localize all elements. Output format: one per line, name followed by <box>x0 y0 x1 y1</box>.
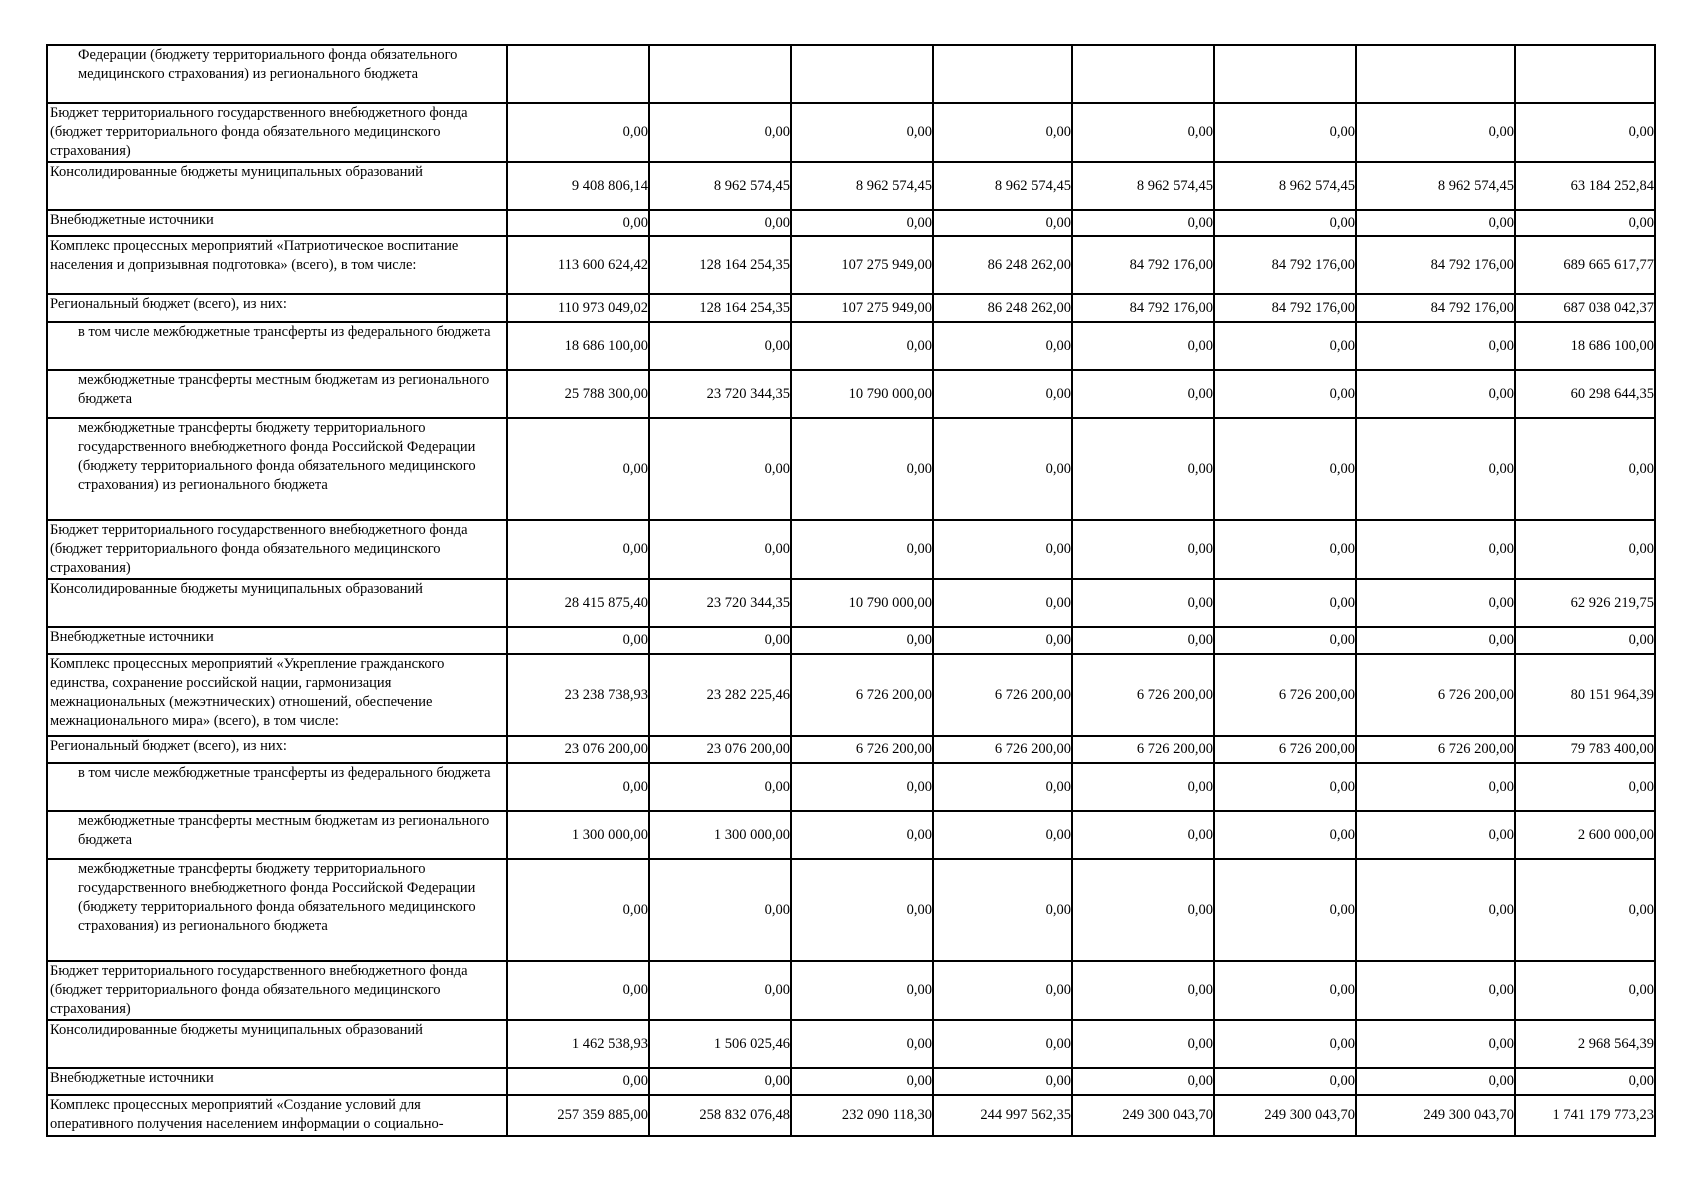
row-label: межбюджетные трансферты местным бюджетам из регионального бюджета <box>47 370 507 418</box>
value-cell: 0,00 <box>1515 1068 1655 1095</box>
value-cell: 249 300 043,70 <box>1072 1095 1214 1136</box>
value-cell: 0,00 <box>1356 1020 1515 1068</box>
value-cell: 0,00 <box>1515 763 1655 811</box>
table-row <box>47 859 1655 961</box>
value-cell: 8 962 574,45 <box>1214 162 1356 210</box>
value-cell: 0,00 <box>1515 210 1655 236</box>
value-cell: 62 926 219,75 <box>1515 579 1655 627</box>
value-cell: 0,00 <box>1072 322 1214 370</box>
value-cell: 23 076 200,00 <box>507 736 649 763</box>
value-cell: 6 726 200,00 <box>1356 654 1515 736</box>
value-cell: 0,00 <box>649 322 791 370</box>
value-cell: 0,00 <box>507 418 649 520</box>
value-cell: 0,00 <box>649 1068 791 1095</box>
row-label: Комплекс процессных мероприятий «Укрепление гражданского единства, сохранение российской нации, гармонизация межнациональных (межэтнических) отношений, обеспечение межнационального мира» (всего), в том числе: <box>47 654 507 736</box>
value-cell: 0,00 <box>1214 210 1356 236</box>
value-cell <box>1356 45 1515 103</box>
value-cell: 0,00 <box>507 520 649 579</box>
value-cell: 84 792 176,00 <box>1072 294 1214 322</box>
value-cell: 0,00 <box>791 1020 933 1068</box>
value-cell: 0,00 <box>1356 103 1515 162</box>
table-row <box>47 162 1655 210</box>
value-cell: 0,00 <box>649 103 791 162</box>
value-cell: 0,00 <box>791 811 933 859</box>
table-row <box>47 236 1655 294</box>
value-cell: 0,00 <box>1356 961 1515 1020</box>
value-cell <box>507 45 649 103</box>
value-cell: 84 792 176,00 <box>1072 236 1214 294</box>
value-cell: 0,00 <box>791 859 933 961</box>
table-row <box>47 1020 1655 1068</box>
value-cell: 0,00 <box>933 322 1072 370</box>
value-cell: 0,00 <box>791 103 933 162</box>
value-cell: 8 962 574,45 <box>649 162 791 210</box>
value-cell: 1 462 538,93 <box>507 1020 649 1068</box>
table-row <box>47 811 1655 859</box>
table-row <box>47 763 1655 811</box>
value-cell: 0,00 <box>933 520 1072 579</box>
value-cell: 0,00 <box>1214 859 1356 961</box>
value-cell: 0,00 <box>1356 418 1515 520</box>
value-cell: 0,00 <box>1356 370 1515 418</box>
value-cell: 0,00 <box>1356 579 1515 627</box>
value-cell: 0,00 <box>1214 1068 1356 1095</box>
value-cell: 0,00 <box>1515 627 1655 654</box>
value-cell: 1 300 000,00 <box>649 811 791 859</box>
value-cell: 0,00 <box>649 961 791 1020</box>
table-row <box>47 370 1655 418</box>
value-cell: 0,00 <box>1214 579 1356 627</box>
value-cell <box>1072 45 1214 103</box>
value-cell: 0,00 <box>1072 103 1214 162</box>
value-cell: 23 720 344,35 <box>649 579 791 627</box>
value-cell: 0,00 <box>1515 859 1655 961</box>
value-cell: 0,00 <box>1356 210 1515 236</box>
value-cell: 6 726 200,00 <box>791 736 933 763</box>
value-cell: 9 408 806,14 <box>507 162 649 210</box>
value-cell: 0,00 <box>1072 627 1214 654</box>
value-cell: 0,00 <box>649 520 791 579</box>
value-cell: 18 686 100,00 <box>507 322 649 370</box>
value-cell: 0,00 <box>1072 763 1214 811</box>
row-label: в том числе межбюджетные трансферты из федерального бюджета <box>47 763 507 811</box>
row-label: Внебюджетные источники <box>47 627 507 654</box>
value-cell <box>649 45 791 103</box>
budget-table-body <box>47 45 1655 1136</box>
value-cell: 28 415 875,40 <box>507 579 649 627</box>
value-cell: 0,00 <box>791 210 933 236</box>
table-row <box>47 654 1655 736</box>
table-row <box>47 322 1655 370</box>
value-cell: 0,00 <box>1214 418 1356 520</box>
value-cell: 0,00 <box>1072 859 1214 961</box>
row-label: Консолидированные бюджеты муниципальных образований <box>47 1020 507 1068</box>
value-cell: 8 962 574,45 <box>791 162 933 210</box>
value-cell: 232 090 118,30 <box>791 1095 933 1136</box>
value-cell: 25 788 300,00 <box>507 370 649 418</box>
table-row <box>47 1095 1655 1136</box>
value-cell: 689 665 617,77 <box>1515 236 1655 294</box>
value-cell: 258 832 076,48 <box>649 1095 791 1136</box>
value-cell: 0,00 <box>933 811 1072 859</box>
row-label: Бюджет территориального государственного внебюджетного фонда (бюджет территориального фонда обязательного медицинского страхования) <box>47 103 507 162</box>
value-cell: 0,00 <box>933 579 1072 627</box>
value-cell: 6 726 200,00 <box>1072 654 1214 736</box>
value-cell: 23 720 344,35 <box>649 370 791 418</box>
value-cell <box>1214 45 1356 103</box>
value-cell: 0,00 <box>1356 627 1515 654</box>
value-cell: 23 076 200,00 <box>649 736 791 763</box>
value-cell: 244 997 562,35 <box>933 1095 1072 1136</box>
value-cell: 0,00 <box>1356 520 1515 579</box>
value-cell: 0,00 <box>649 418 791 520</box>
table-row <box>47 736 1655 763</box>
value-cell: 0,00 <box>1515 520 1655 579</box>
value-cell: 79 783 400,00 <box>1515 736 1655 763</box>
value-cell: 0,00 <box>1515 961 1655 1020</box>
value-cell: 0,00 <box>1356 859 1515 961</box>
value-cell: 0,00 <box>649 763 791 811</box>
value-cell: 0,00 <box>791 961 933 1020</box>
value-cell: 0,00 <box>1072 370 1214 418</box>
value-cell: 0,00 <box>1214 322 1356 370</box>
table-row <box>47 961 1655 1020</box>
value-cell: 128 164 254,35 <box>649 236 791 294</box>
value-cell: 8 962 574,45 <box>1072 162 1214 210</box>
value-cell: 84 792 176,00 <box>1356 294 1515 322</box>
value-cell: 110 973 049,02 <box>507 294 649 322</box>
row-label: Внебюджетные источники <box>47 1068 507 1095</box>
value-cell: 84 792 176,00 <box>1214 294 1356 322</box>
value-cell: 0,00 <box>791 520 933 579</box>
row-label: Комплекс процессных мероприятий «Патриотическое воспитание населения и допризывная подготовка» (всего), в том числе: <box>47 236 507 294</box>
value-cell: 8 962 574,45 <box>933 162 1072 210</box>
row-label: межбюджетные трансферты бюджету территориального государственного внебюджетного фонда Российской Федерации (бюджету территориального фонда обязательного медицинского страхования) из регионального бюджета <box>47 859 507 961</box>
table-row <box>47 520 1655 579</box>
value-cell: 0,00 <box>1072 579 1214 627</box>
value-cell: 0,00 <box>1072 1068 1214 1095</box>
table-row <box>47 45 1655 103</box>
row-label: Комплекс процессных мероприятий «Создание условий для оперативного получения населением информации о социально- <box>47 1095 507 1136</box>
value-cell: 0,00 <box>1072 811 1214 859</box>
value-cell: 0,00 <box>1072 961 1214 1020</box>
value-cell: 0,00 <box>1214 763 1356 811</box>
value-cell: 0,00 <box>507 627 649 654</box>
value-cell: 0,00 <box>1214 811 1356 859</box>
value-cell: 113 600 624,42 <box>507 236 649 294</box>
table-row <box>47 294 1655 322</box>
value-cell: 0,00 <box>507 763 649 811</box>
value-cell: 0,00 <box>1515 418 1655 520</box>
value-cell: 10 790 000,00 <box>791 579 933 627</box>
value-cell: 0,00 <box>933 961 1072 1020</box>
value-cell: 0,00 <box>1214 520 1356 579</box>
value-cell: 0,00 <box>1072 418 1214 520</box>
value-cell: 8 962 574,45 <box>1356 162 1515 210</box>
value-cell: 0,00 <box>1214 961 1356 1020</box>
value-cell: 249 300 043,70 <box>1214 1095 1356 1136</box>
value-cell: 1 506 025,46 <box>649 1020 791 1068</box>
value-cell: 107 275 949,00 <box>791 236 933 294</box>
value-cell: 0,00 <box>933 627 1072 654</box>
value-cell: 128 164 254,35 <box>649 294 791 322</box>
row-label: Федерации (бюджету территориального фонда обязательного медицинского страхования) из регионального бюджета <box>47 45 507 103</box>
value-cell: 0,00 <box>1356 811 1515 859</box>
value-cell: 0,00 <box>1214 1020 1356 1068</box>
value-cell: 0,00 <box>1214 370 1356 418</box>
value-cell: 0,00 <box>507 103 649 162</box>
budget-table <box>46 44 1656 1137</box>
value-cell: 0,00 <box>1072 1020 1214 1068</box>
value-cell: 0,00 <box>507 1068 649 1095</box>
row-label: Бюджет территориального государственного внебюджетного фонда (бюджет территориального фонда обязательного медицинского страхования) <box>47 520 507 579</box>
value-cell <box>1515 45 1655 103</box>
value-cell: 257 359 885,00 <box>507 1095 649 1136</box>
value-cell: 0,00 <box>1072 210 1214 236</box>
value-cell: 1 741 179 773,23 <box>1515 1095 1655 1136</box>
value-cell: 0,00 <box>933 763 1072 811</box>
table-row <box>47 103 1655 162</box>
value-cell: 6 726 200,00 <box>1356 736 1515 763</box>
row-label: Консолидированные бюджеты муниципальных образований <box>47 162 507 210</box>
value-cell: 0,00 <box>933 1068 1072 1095</box>
value-cell: 86 248 262,00 <box>933 236 1072 294</box>
table-row <box>47 210 1655 236</box>
value-cell: 6 726 200,00 <box>1072 736 1214 763</box>
value-cell: 0,00 <box>1356 322 1515 370</box>
value-cell: 0,00 <box>1214 103 1356 162</box>
value-cell: 63 184 252,84 <box>1515 162 1655 210</box>
value-cell: 10 790 000,00 <box>791 370 933 418</box>
value-cell: 6 726 200,00 <box>1214 736 1356 763</box>
table-row <box>47 418 1655 520</box>
value-cell: 0,00 <box>791 418 933 520</box>
value-cell: 18 686 100,00 <box>1515 322 1655 370</box>
value-cell: 249 300 043,70 <box>1356 1095 1515 1136</box>
value-cell: 0,00 <box>1515 103 1655 162</box>
value-cell: 0,00 <box>507 859 649 961</box>
value-cell: 23 282 225,46 <box>649 654 791 736</box>
table-row <box>47 579 1655 627</box>
value-cell: 84 792 176,00 <box>1214 236 1356 294</box>
value-cell: 0,00 <box>649 859 791 961</box>
value-cell: 6 726 200,00 <box>933 736 1072 763</box>
value-cell: 0,00 <box>1214 627 1356 654</box>
value-cell: 0,00 <box>791 763 933 811</box>
value-cell: 0,00 <box>791 1068 933 1095</box>
value-cell: 0,00 <box>507 210 649 236</box>
value-cell: 60 298 644,35 <box>1515 370 1655 418</box>
value-cell: 0,00 <box>1356 763 1515 811</box>
row-label: Бюджет территориального государственного внебюджетного фонда (бюджет территориального фонда обязательного медицинского страхования) <box>47 961 507 1020</box>
value-cell: 2 968 564,39 <box>1515 1020 1655 1068</box>
value-cell: 0,00 <box>933 103 1072 162</box>
value-cell: 0,00 <box>507 961 649 1020</box>
table-row <box>47 1068 1655 1095</box>
value-cell: 687 038 042,37 <box>1515 294 1655 322</box>
value-cell: 0,00 <box>649 627 791 654</box>
value-cell: 6 726 200,00 <box>791 654 933 736</box>
value-cell: 0,00 <box>791 627 933 654</box>
value-cell: 6 726 200,00 <box>1214 654 1356 736</box>
value-cell: 0,00 <box>1072 520 1214 579</box>
value-cell: 86 248 262,00 <box>933 294 1072 322</box>
value-cell: 80 151 964,39 <box>1515 654 1655 736</box>
row-label: Консолидированные бюджеты муниципальных образований <box>47 579 507 627</box>
value-cell: 0,00 <box>933 859 1072 961</box>
value-cell: 0,00 <box>933 210 1072 236</box>
row-label: Региональный бюджет (всего), из них: <box>47 294 507 322</box>
value-cell: 0,00 <box>933 370 1072 418</box>
row-label: межбюджетные трансферты местным бюджетам из регионального бюджета <box>47 811 507 859</box>
row-label: в том числе межбюджетные трансферты из федерального бюджета <box>47 322 507 370</box>
table-row <box>47 627 1655 654</box>
value-cell: 2 600 000,00 <box>1515 811 1655 859</box>
value-cell: 0,00 <box>933 418 1072 520</box>
value-cell: 0,00 <box>1356 1068 1515 1095</box>
row-label: Региональный бюджет (всего), из них: <box>47 736 507 763</box>
row-label: межбюджетные трансферты бюджету территориального государственного внебюджетного фонда Российской Федерации (бюджету территориального фонда обязательного медицинского страхования) из регионального бюджета <box>47 418 507 520</box>
value-cell <box>933 45 1072 103</box>
value-cell: 1 300 000,00 <box>507 811 649 859</box>
value-cell: 6 726 200,00 <box>933 654 1072 736</box>
value-cell: 0,00 <box>933 1020 1072 1068</box>
value-cell <box>791 45 933 103</box>
value-cell: 23 238 738,93 <box>507 654 649 736</box>
value-cell: 84 792 176,00 <box>1356 236 1515 294</box>
value-cell: 107 275 949,00 <box>791 294 933 322</box>
value-cell: 0,00 <box>791 322 933 370</box>
value-cell: 0,00 <box>649 210 791 236</box>
row-label: Внебюджетные источники <box>47 210 507 236</box>
